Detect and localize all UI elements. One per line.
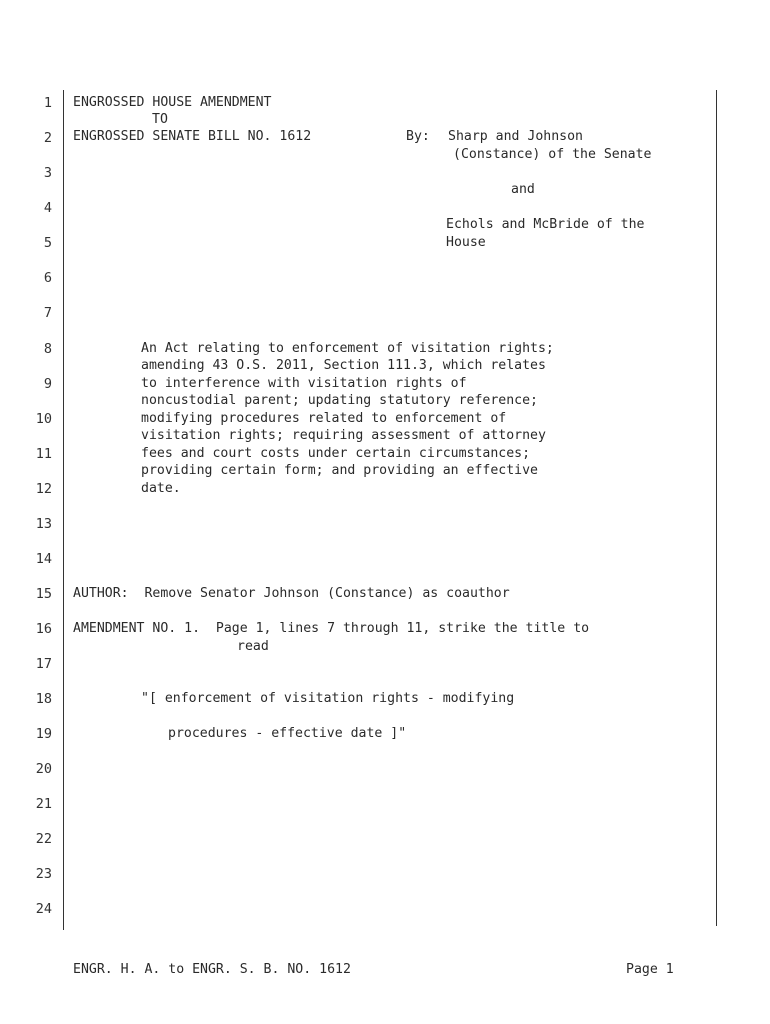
line-number: 18 (35, 691, 52, 707)
senate-authors: Sharp and Johnson (448, 129, 583, 144)
document-title-to: TO (152, 112, 168, 127)
line-number: 3 (43, 165, 52, 181)
right-margin-rule (716, 90, 717, 926)
page-number: Page 1 (626, 962, 674, 977)
act-text-line: to interference with visitation rights of (141, 376, 467, 391)
house-authors-continued: House (446, 235, 486, 250)
line-number: 9 (43, 376, 52, 392)
line-number: 2 (43, 130, 52, 146)
line-number: 1 (43, 95, 52, 111)
line-number: 12 (35, 481, 52, 497)
line-number: 15 (35, 586, 52, 602)
new-title-line: procedures - effective date ]" (168, 726, 407, 741)
house-authors: Echols and McBride of the (446, 217, 645, 232)
line-number: 6 (43, 270, 52, 286)
act-text-line: An Act relating to enforcement of visitation rights; (141, 341, 554, 356)
line-number: 7 (43, 305, 52, 321)
page-footer-label: ENGR. H. A. to ENGR. S. B. NO. 1612 (73, 962, 351, 977)
line-number: 19 (35, 726, 52, 742)
author-line: AUTHOR: Remove Senator Johnson (Constance) as coauthor (73, 586, 510, 601)
line-number: 20 (35, 761, 52, 777)
line-number: 8 (43, 341, 52, 357)
act-text-line: providing certain form; and providing an effective (141, 463, 538, 478)
by-label: By: (406, 129, 430, 144)
amendment-line-continued: read (237, 639, 269, 654)
line-number: 22 (35, 831, 52, 847)
act-text-line: visitation rights; requiring assessment of attorney (141, 428, 546, 443)
line-number: 24 (35, 901, 52, 917)
left-margin-rule (63, 90, 64, 930)
bill-number: ENGROSSED SENATE BILL NO. 1612 (73, 129, 312, 144)
document-title: ENGROSSED HOUSE AMENDMENT (73, 95, 272, 110)
line-number: 13 (35, 516, 52, 532)
line-number: 10 (35, 411, 52, 427)
senate-authors-continued: (Constance) of the Senate (453, 147, 652, 162)
line-number: 23 (35, 866, 52, 882)
line-number: 21 (35, 796, 52, 812)
act-text-line: noncustodial parent; updating statutory reference; (141, 393, 538, 408)
act-text-line: modifying procedures related to enforcement of (141, 411, 507, 426)
and-connector: and (511, 182, 535, 197)
act-text-line: amending 43 O.S. 2011, Section 111.3, which relates (141, 358, 546, 373)
amendment-line: AMENDMENT NO. 1. Page 1, lines 7 through 11, strike the title to (73, 621, 590, 636)
act-text-line: date. (141, 481, 181, 496)
line-number: 14 (35, 551, 52, 567)
new-title-line: "[ enforcement of visitation rights - modifying (141, 691, 515, 706)
line-number: 5 (43, 235, 52, 251)
line-number: 17 (35, 656, 52, 672)
act-text-line: fees and court costs under certain circumstances; (141, 446, 531, 461)
line-number: 11 (35, 446, 52, 462)
line-number: 16 (35, 621, 52, 637)
line-number: 4 (43, 200, 52, 216)
